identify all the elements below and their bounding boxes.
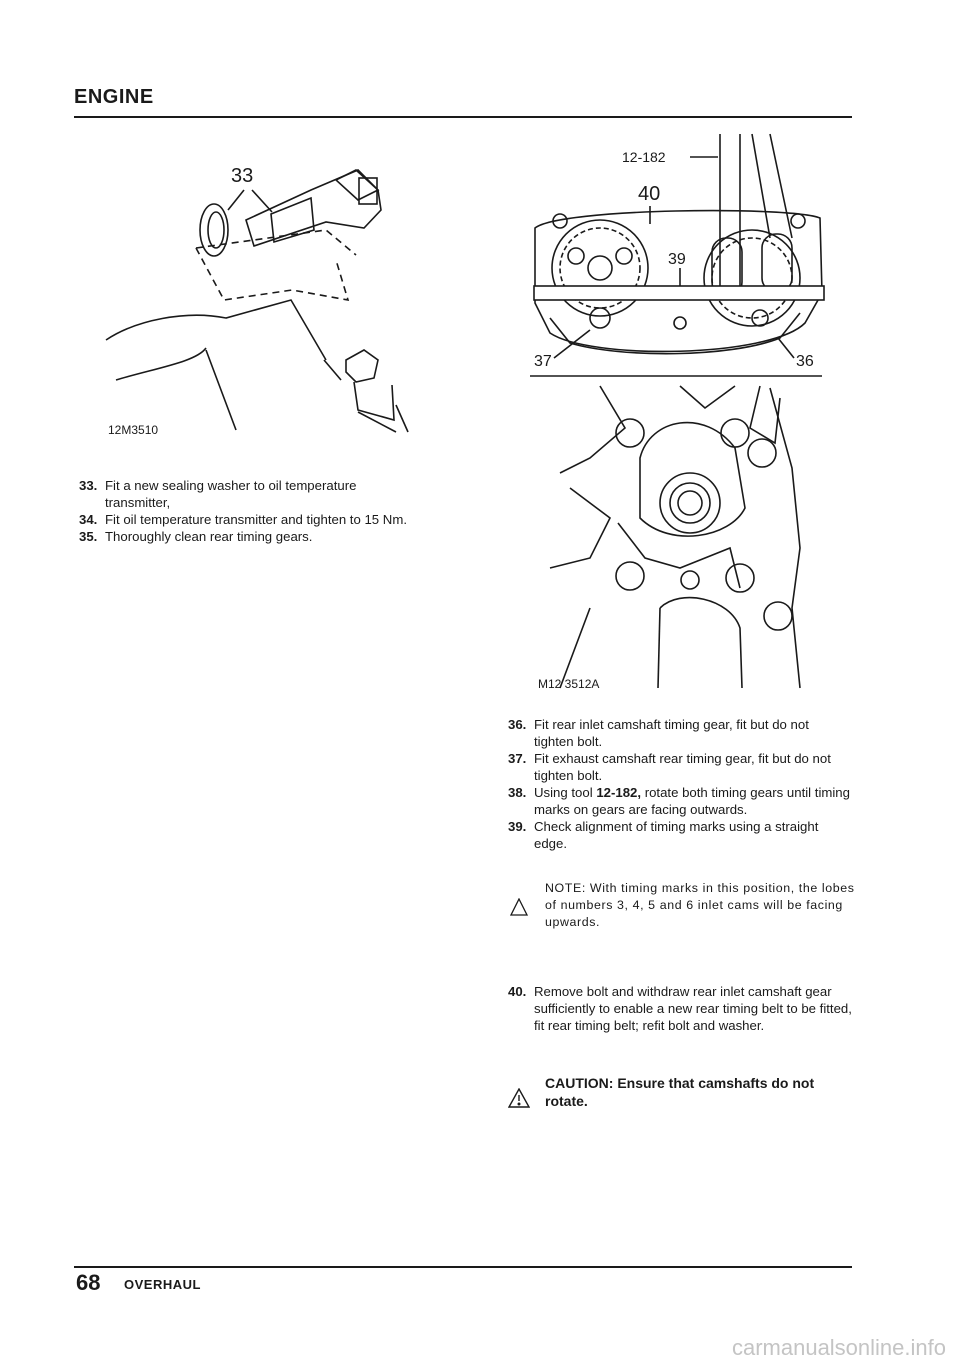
callout-33: 33 <box>231 165 254 187</box>
step-number: 40. <box>508 984 527 999</box>
callout-39: 39 <box>668 251 686 268</box>
tool-reference: 12-182, <box>596 785 642 800</box>
step-text: Fit a new sealing washer to oil temperature transmitter, <box>105 478 357 510</box>
steps-right <box>508 716 852 852</box>
step-text-before: Using tool <box>534 785 597 800</box>
steps-left <box>79 477 421 545</box>
step-text: Remove bolt and withdraw rear inlet camshaft gear sufficiently to enable a new rear timing belt to be fitted, fit rear timing belt; refit bolt and washer. <box>534 984 852 1033</box>
step-number: 36. <box>508 717 527 732</box>
figure-ref-M12-3512A: M12 3512A <box>538 677 600 691</box>
page-number: 68 <box>76 1270 101 1295</box>
section-title: ENGINE <box>74 86 154 108</box>
step-40 <box>508 983 852 1034</box>
note-triangle-icon <box>510 898 528 921</box>
steps-right-40 <box>508 983 852 1034</box>
step-number: 35. <box>79 529 98 544</box>
footer-section: OVERHAUL <box>124 1277 201 1292</box>
callout-37: 37 <box>534 353 552 370</box>
step-number: 37. <box>508 751 527 766</box>
callout-40: 40 <box>638 183 661 205</box>
caution-triangle-icon <box>508 1088 530 1113</box>
watermark: carmanualsonline.info <box>731 1335 946 1360</box>
step-text-after: rotate both timing gears until timing marks on gears are facing outwards. <box>534 785 850 817</box>
callout-36: 36 <box>796 353 814 370</box>
step-34 <box>79 511 421 528</box>
step-33 <box>79 477 421 511</box>
figure-ref-12M3510: 12M3510 <box>108 423 159 437</box>
step-39 <box>508 818 852 852</box>
step-number: 38. <box>508 785 527 800</box>
step-text <box>534 784 852 818</box>
step-37 <box>508 750 852 784</box>
figure-oil-temp-transmitter <box>96 150 416 440</box>
step-text: Fit oil temperature transmitter and tighten to 15 Nm. <box>105 512 407 527</box>
step-text: Fit exhaust camshaft rear timing gear, fit but do not tighten bolt. <box>534 751 831 783</box>
figure-timing-gears <box>530 128 830 698</box>
step-number: 33. <box>79 478 98 493</box>
step-text: Check alignment of timing marks using a straight edge. <box>534 819 819 851</box>
step-text: Fit rear inlet camshaft timing gear, fit but do not tighten bolt. <box>534 717 809 749</box>
step-number: 39. <box>508 819 527 834</box>
step-text: Thoroughly clean rear timing gears. <box>105 529 313 544</box>
step-38 <box>508 784 852 818</box>
step-number: 34. <box>79 512 98 527</box>
caution-text: CAUTION: Ensure that camshafts do not rotate. <box>545 1075 815 1109</box>
step-36 <box>508 716 852 750</box>
tool-label: 12-182 <box>622 149 666 165</box>
note-text: NOTE: With timing marks in this position, the lobes of numbers 3, 4, 5 and 6 inlet cams will be facing upwards. <box>545 881 855 929</box>
step-35 <box>79 528 421 545</box>
header-rule <box>74 116 852 118</box>
footer-rule <box>74 1266 852 1268</box>
